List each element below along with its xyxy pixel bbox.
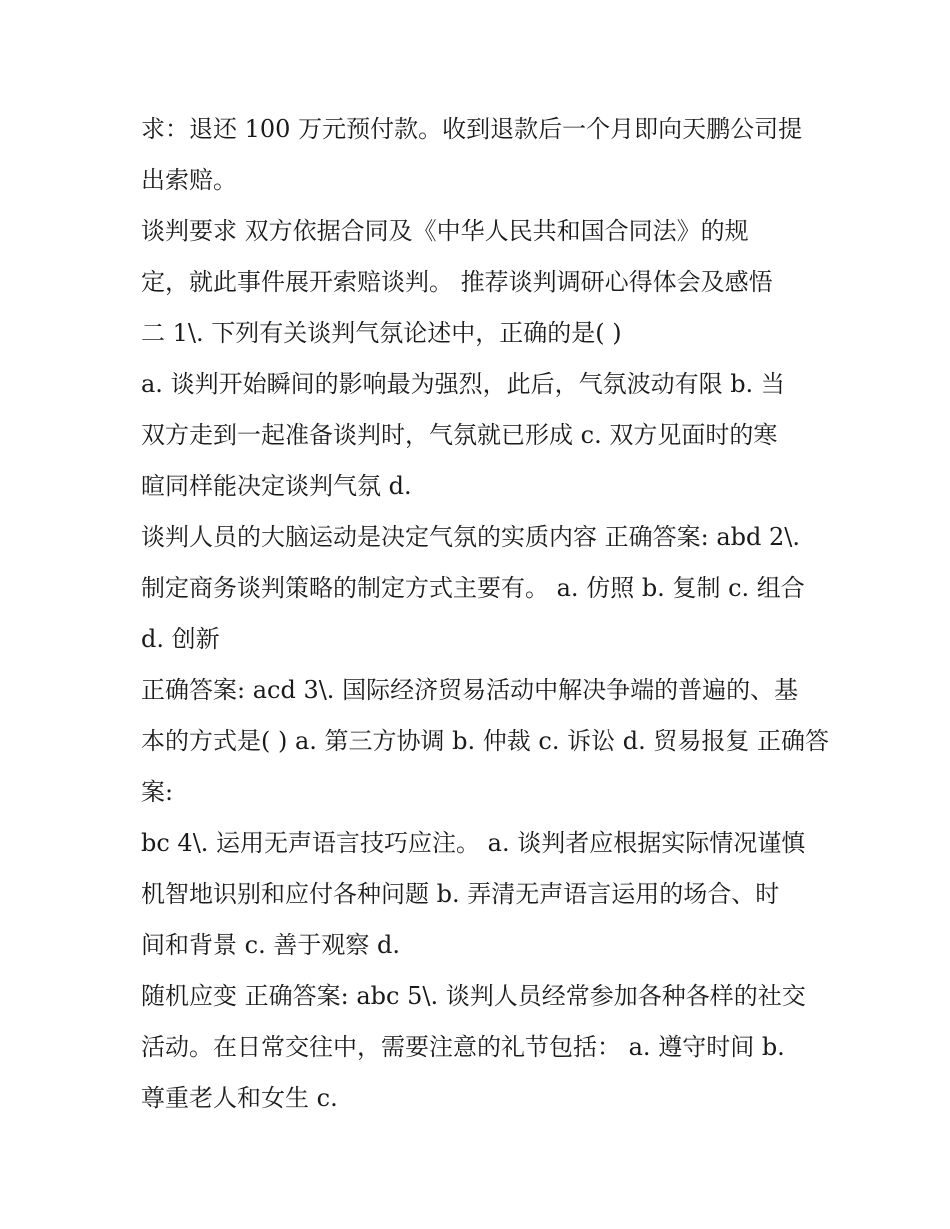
text-line: 正确答案: acd 3\. 国际经济贸易活动中解决争端的普遍的、基	[141, 676, 799, 704]
text-line: 出索赔。	[141, 166, 237, 194]
text-line: 活动。在日常交往中，需要注意的礼节包括： a. 遵守时间 b.	[141, 1033, 785, 1061]
text-line: 暄同样能决定谈判气氛 d.	[141, 472, 412, 500]
text-line: 求：退还 100 万元预付款。收到退款后一个月即向天鹏公司提	[141, 115, 803, 143]
text-line: d. 创新	[141, 625, 220, 653]
text-line: 尊重老人和女生 c.	[141, 1084, 338, 1112]
text-line: 二 1\. 下列有关谈判气氛论述中，正确的是( )	[141, 319, 622, 347]
text-line: 谈判要求 双方依据合同及《中华人民共和国合同法》的规	[141, 217, 749, 245]
text-line: 机智地识别和应付各种问题 b. 弄清无声语言运用的场合、时	[141, 880, 780, 908]
text-line: 随机应变 正确答案: abc 5\. 谈判人员经常参加各种各样的社交	[141, 982, 806, 1010]
text-line: 间和背景 c. 善于观察 d.	[141, 931, 400, 959]
text-line: 案:	[141, 778, 174, 806]
text-line: 制定商务谈判策略的制定方式主要有。 a. 仿照 b. 复制 c. 组合	[141, 574, 805, 602]
document-body	[141, 104, 830, 1124]
text-line: a. 谈判开始瞬间的影响最为强烈，此后，气氛波动有限 b. 当	[141, 370, 785, 398]
text-line: 定，就此事件展开索赔谈判。 推荐谈判调研心得体会及感悟	[141, 268, 773, 296]
text-line: 双方走到一起准备谈判时，气氛就已形成 c. 双方见面时的寒	[141, 421, 778, 449]
text-line: bc 4\. 运用无声语言技巧应注。 a. 谈判者应根据实际情况谨慎	[141, 829, 806, 857]
text-line: 谈判人员的大脑运动是决定气氛的实质内容 正确答案: abd 2\.	[141, 523, 800, 551]
text-line: 本的方式是( ) a. 第三方协调 b. 仲裁 c. 诉讼 d. 贸易报复 正确答	[141, 727, 830, 755]
